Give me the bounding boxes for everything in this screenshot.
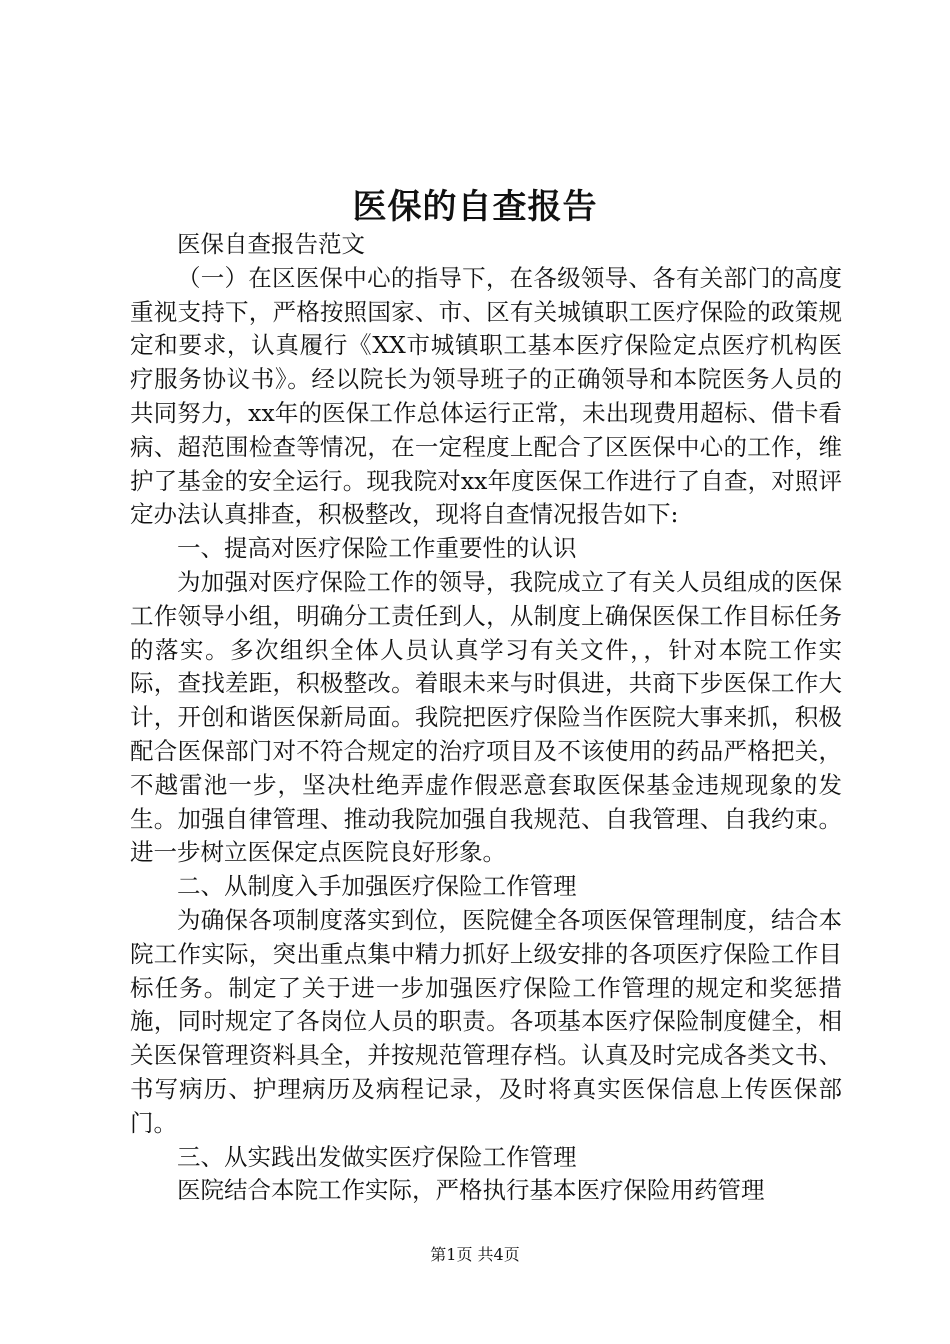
document-body [130,228,842,1208]
document-title: 医保的自查报告 [352,187,598,227]
paragraph-intro: （一）在区医保中心的指导下，在各级领导、各有关部门的高度重视支持下，严格按照国家、市、区有关城镇职工医疗保险的政策规定和要求，认真履行《XX市城镇职工基本医疗保险定点医疗机构医疗服务协议书》。经以院长为领导班子的正确领导和本院医务人员的共同努力，xx年的医保工作总体运行正常，未出现费用超标、借卡看病、超范围检查等情况，在一定程度上配合了区医保中心的工作，维护了基金的安全运行。现我院对xx年度医保工作进行了自查，对照评定办法认真排查，积极整改，现将自查情况报告如下: [130,263,842,529]
section-heading-3: 三、从实践出发做实医疗保险工作管理 [177,1142,577,1171]
page-number-footer: 第1页 共4页 [430,1245,520,1264]
paragraph-section-3: 医院结合本院工作实际，严格执行基本医疗保险用药管理 [177,1176,765,1205]
paragraph-subtitle: 医保自查报告范文 [177,230,365,258]
paragraph-section-2: 为确保各项制度落实到位，医院健全各项医保管理制度，结合本院工作实际，突出重点集中精力抓好上级安排的各项医疗保险工作目标任务。制定了关于进一步加强医疗保险工作管理的规定和奖惩措施，同时规定了各岗位人员的职责。各项基本医疗保险制度健全，相关医保管理资料具全，并按规范管理存档。认真及时完成各类文书、书写病历、护理病历及病程记录，及时将真实医保信息上传医保部门。 [130,905,842,1137]
paragraph-section-1: 为加强对医疗保险工作的领导，我院成立了有关人员组成的医保工作领导小组，明确分工责任到人，从制度上确保医保工作目标任务的落实。多次组织全体人员认真学习有关文件，，针对本院工作实际，查找差距，积极整改。着眼未来与时俱进，共商下步医保工作大计，开创和谐医保新局面。我院把医疗保险当作医院大事来抓，积极配合医保部门对不符合规定的治疗项目及不该使用的药品严格把关，不越雷池一步，坚决杜绝弄虚作假恶意套取医保基金违规现象的发生。加强自律管理、推动我院加强自我规范、自我管理、自我约束。进一步树立医保定点医院良好形象。 [130,567,842,867]
section-heading-2: 二、从制度入手加强医疗保险工作管理 [177,872,577,901]
section-heading-1: 一、提高对医疗保险工作重要性的认识 [177,534,577,563]
